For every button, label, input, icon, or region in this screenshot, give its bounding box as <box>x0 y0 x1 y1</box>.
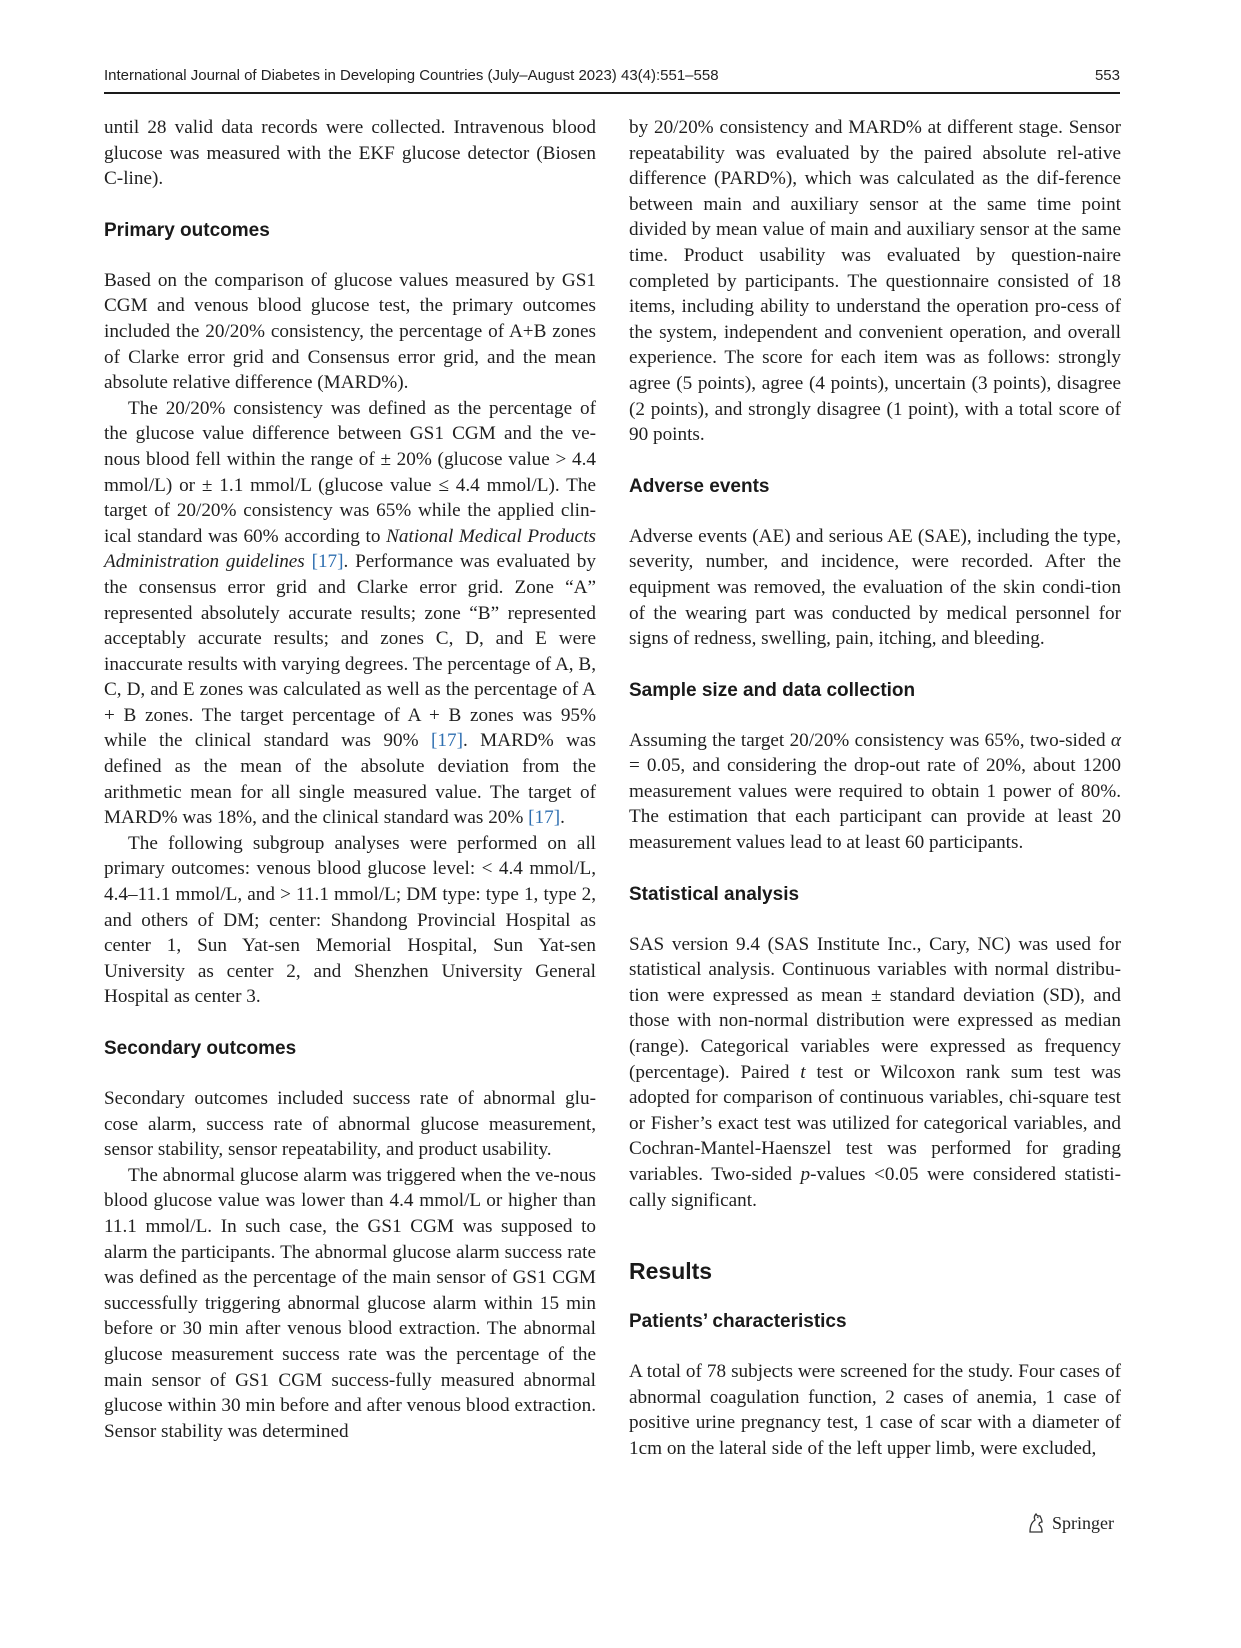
springer-horse-icon <box>1026 1512 1046 1534</box>
running-head <box>104 64 1120 94</box>
paragraph: Assuming the target 20/20% consistency was 65%, two-sided α = 0.05, and considering the drop-out rate of 20%, about 1200 measurement values were required to obtain 1 power of 80%. The estimation that each participant can provide at least 20 measurement values lead to at least 60 participants. <box>629 729 1121 854</box>
page-number: 553 <box>1094 67 1120 84</box>
heading-secondary-outcomes: Secondary outcomes <box>104 1038 297 1059</box>
paragraph: The 20/20% consistency was defined as the percentage of the glucose value difference between GS1 CGM and the ve-nous blood fell within the range of ± 20% (glucose value > 4.4 mmol/L) or ± 1.1 mmol/L (glucose value ≤ 4.4 mmol/L). The target of 20/20% consistency was 65% while the applied clin-ical standard was 60% according to National Medical Products Administration guidelines [17]. Performance was evaluated by the consensus error grid and Clarke error grid. Zone “A” represented absolutely accurate results; zone “B” represented acceptably accurate results; and zones C, D, and E were inaccurate results with varying degrees. The percentage of A, B, C, D, and E zones was calculated as well as the percentage of A + B zones. The target percentage of A + B zones was 95% while the clinical standard was 90% [17]. MARD% was defined as the mean of the absolute deviation from the arithmetic mean for all single measured value. The target of MARD% was 18%, and the clinical standard was 20% [17]. <box>104 397 596 829</box>
paragraph: by 20/20% consistency and MARD% at different stage. Sensor repeatability was evaluated by the paired absolute rel-ative difference (PARD%), which was calculated as the dif-ference between main and auxiliary sensor at the same time point divided by mean value of main and auxiliary sensor at the same time. Product usability was evaluated by question-naire completed by participants. The questionnaire consisted of 18 items, including ability to understand the operation pro-cess of the system, independent and convenient operation, and overall experience. The score for each item was as follows: strongly agree (5 points), agree (4 points), uncertain (3 points), disagree (2 points), and strongly disagree (1 point), with a total score of 90 points. <box>629 117 1121 446</box>
right-column <box>629 115 1121 1462</box>
paragraph: The abnormal glucose alarm was triggered when the ve-nous blood glucose value was lower than 4.4 mmol/L or higher than 11.1 mmol/L. In such case, the GS1 CGM was supposed to alarm the participants. The abnormal glucose alarm success rate was defined as the percentage of the main sensor of GS1 CGM successfully triggering abnormal glucose alarm within 15 min before or 30 min after venous blood extraction. The abnormal glucose measurement success rate was the percentage of the main sensor of GS1 CGM success-fully measured abnormal glucose within 30 min before and after venous blood extraction. Sensor stability was determined <box>104 1164 596 1442</box>
heading-primary-outcomes: Primary outcomes <box>104 219 270 241</box>
alpha-symbol: α <box>1110 729 1121 751</box>
paragraph: Adverse events (AE) and serious AE (SAE), including the type, severity, number, and incidence, were recorded. After the equipment was removed, the evaluation of the skin condi-tion of the wearing part was conducted by medical personnel for signs of redness, swelling, pain, itching, and bleeding. <box>629 525 1121 650</box>
citation-link[interactable]: [17] <box>528 807 561 829</box>
publisher-name: Springer <box>1052 1512 1114 1533</box>
paragraph: until 28 valid data records were collected. Intravenous blood glucose was measured with the EKF glucose detector (Biosen C-line). <box>104 117 596 190</box>
citation-link[interactable]: [17] <box>431 730 463 752</box>
paragraph: A total of 78 subjects were screened for the study. Four cases of abnormal coagulation function, 2 cases of anemia, 1 case of positive urine pregnancy test, 1 case of scar with a diameter of 1cm on the lateral side of the left upper limb, were excluded, <box>629 1361 1121 1459</box>
heading-sample-size: Sample size and data collection <box>629 679 916 701</box>
heading-statistical-analysis: Statistical analysis <box>629 883 800 905</box>
heading-adverse-events: Adverse events <box>629 475 770 497</box>
italic-t: t <box>800 1061 806 1083</box>
citation-link[interactable]: [17] <box>311 551 344 573</box>
italic-p: p <box>800 1164 811 1185</box>
publisher-footer <box>1026 1510 1114 1536</box>
paragraph: Based on the comparison of glucose values measured by GS1 CGM and venous blood glucose test, the primary outcomes included the 20/20% consistency, the percentage of A+B zones of Clarke error grid and Consensus error grid, and the mean absolute relative difference (MARD%). <box>104 269 596 394</box>
emphasis-text: National Medical Products Administration guidelines <box>104 525 596 573</box>
paragraph: Secondary outcomes included success rate of abnormal glu-cose alarm, success rate of abnormal glucose measurement, sensor stability, sensor repeatability, and product usability. <box>104 1088 596 1161</box>
paragraph: SAS version 9.4 (SAS Institute Inc., Cary, NC) was used for statistical analysis. Continuous variables with normal distribu-tion were expressed as mean ± standard deviation (SD), and those with non-normal distribution were expressed as median (range). Categorical variables were expressed as frequency (percentage). Paired t test or Wilcoxon rank sum test was adopted for comparison of continuous variables, chi-square test or Fisher’s exact test was utilized for categorical variables, and Cochran-Mantel-Haenszel test was performed for grading variables. Two-sided p-values <0.05 were considered statisti-cally significant. <box>629 933 1121 1211</box>
heading-patients-characteristics: Patients’ characteristics <box>629 1311 847 1333</box>
journal-citation: International Journal of Diabetes in Developing Countries (July–August 2023) 43(4):551–558 <box>104 67 719 84</box>
paragraph: The following subgroup analyses were performed on all primary outcomes: venous blood glucose level: < 4.4 mmol/L, 4.4–11.1 mmol/L, and > 11.1 mmol/L; DM type: type 1, type 2, and others of DM; center: Shandong Provincial Hospital as center 1, Sun Yat-sen Memorial Hospital, Sun Yat-sen University as center 2, and Shenzhen University General Hospital as center 3. <box>104 832 596 1008</box>
left-column <box>104 115 596 1444</box>
heading-results: Results <box>629 1258 713 1285</box>
